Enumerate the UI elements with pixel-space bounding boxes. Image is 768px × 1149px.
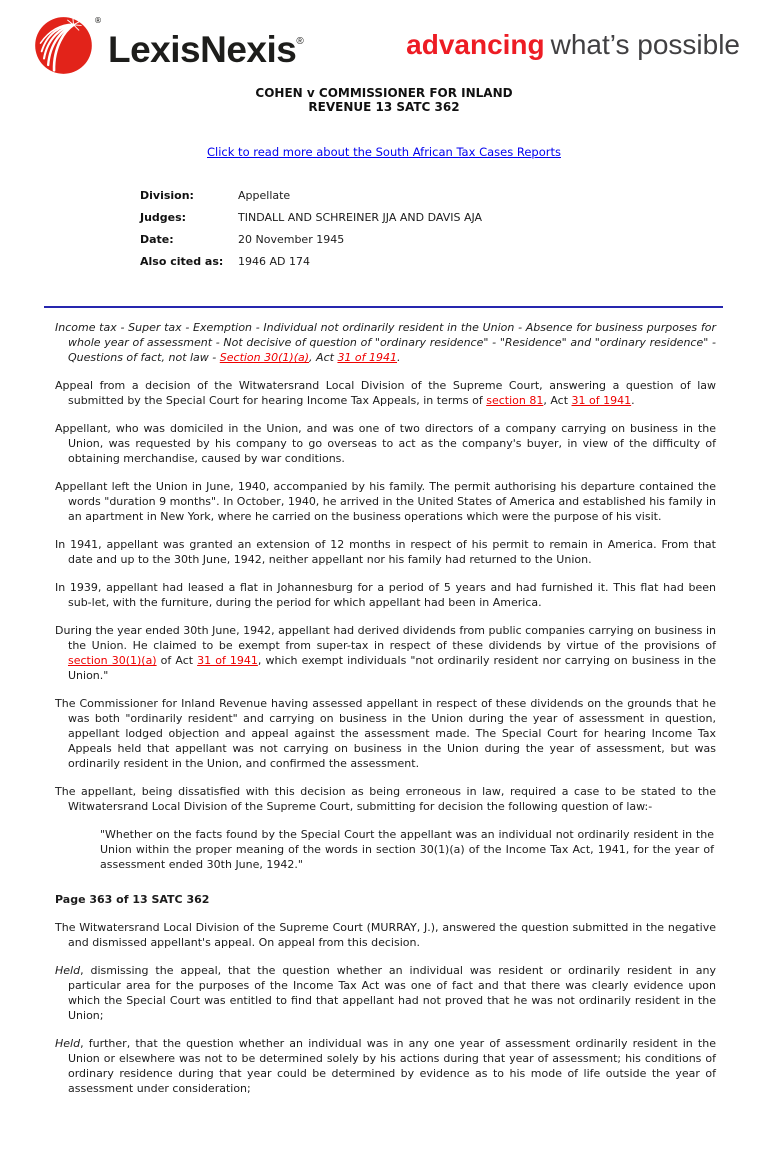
meta-label: Division:	[140, 189, 194, 202]
case-title	[0, 86, 768, 114]
meta-value: 1946 AD 174	[238, 255, 310, 268]
case-title-line2: REVENUE 13 SATC 362	[308, 100, 460, 114]
meta-row-judges	[140, 207, 768, 229]
link-section-30-1-a[interactable]: Section 30(1)(a)	[219, 351, 310, 364]
paragraph-text: During the year ended 30th June, 1942, appellant had derived dividends from public companies carrying on business in the Union. He claimed to be exempt from super-tax in respect of these dividends by virtue of the provisions of	[55, 624, 716, 652]
meta-row-also-cited	[140, 251, 768, 273]
paragraph-commissioner-assessment: The Commissioner for Inland Revenue having assessed appellant in respect of these dividends on the grounds that he was both "ordinarily resident" and carrying on business in the Union during the year of assessment in question, appellant lodged objection and appeal against the assessment made. The Special Court for hearing Income Tax Appeals held that appellant was not carrying on business in the Union during the year of assessment, but was ordinarily resident in the Union, and confirmed the assessment.	[55, 697, 716, 770]
paragraph-text: , Act	[543, 394, 572, 407]
meta-label: Date:	[140, 233, 174, 246]
paragraph-extension: In 1941, appellant was granted an extension of 12 months in respect of his permit to remain in America. From that date and up to the 30th June, 1942, neither appellant nor his family had returned to the Union.	[55, 538, 716, 566]
link-section-30-1-a[interactable]: section 30(1)(a)	[68, 654, 157, 667]
link-section-81[interactable]: section 81	[486, 394, 544, 407]
registered-mark: ®	[296, 36, 304, 47]
paragraph-domicile: Appellant, who was domiciled in the Union, and was one of two directors of a company carrying on business in the Union, was requested by his company to go overseas to act as the company's buyer, in view of the difficulty of obtaining merchandise, caused by war conditions.	[55, 422, 716, 465]
page-number-heading: Page 363 of 13 SATC 362	[55, 893, 210, 906]
held-lead: Held	[55, 1037, 81, 1050]
read-more-link[interactable]: Click to read more about the South African Tax Cases Reports	[207, 145, 561, 159]
meta-row-division	[140, 185, 768, 207]
paragraph-wld-decision: The Witwatersrand Local Division of the Supreme Court (MURRAY, J.), answered the question submitted in the negative and dismissed appellant's appeal. On appeal from this decision.	[55, 921, 716, 949]
brand-tagline	[406, 30, 740, 60]
meta-label: Also cited as:	[140, 255, 224, 268]
headnote-text: Income tax - Super tax - Exemption - Individual not ordinarily resident in the Union - Absence for business purposes for whole year of assessment - Not decisive of question of "ordinary residence" - "Residence" and "ordinary residence" -Questions of fact, not law -	[55, 321, 716, 364]
headnote	[55, 320, 716, 365]
paragraph-text: Appeal from a decision of the Witwatersrand Local Division of the Supreme Court, answering a question of law submitted by the Special Court for hearing Income Tax Appeals, in terms of	[55, 379, 716, 407]
lexisnexis-orb-icon	[34, 16, 93, 75]
headnote-text: , Act	[309, 351, 338, 364]
headnote-text: .	[397, 351, 401, 364]
paragraph-case-stated: The appellant, being dissatisfied with this decision as being erroneous in law, required a case to be stated to the Witwatersrand Local Division of the Supreme Court, submitting for decision the following question of law:-	[55, 785, 716, 813]
paragraph-held-2	[55, 1036, 716, 1096]
meta-row-date	[140, 229, 768, 251]
meta-label: Judges:	[140, 211, 187, 224]
registered-mark: ®	[94, 16, 102, 25]
case-metadata	[140, 185, 768, 273]
lexisnexis-wordmark	[108, 12, 303, 79]
meta-value: Appellate	[238, 189, 291, 202]
document-body	[0, 308, 768, 1149]
paragraph-text: , which exempt individuals "not ordinarily resident nor carrying on business in the Union."	[68, 654, 716, 682]
paragraph-text: .	[631, 394, 635, 407]
tagline-advancing: advancing	[406, 29, 545, 60]
paragraph-appeal	[55, 378, 716, 408]
question-of-law-quote: "Whether on the facts found by the Special Court the appellant was an individual not ordinarily resident in the Union within the proper meaning of the words in section 30(1)(a) of the Income Tax Act, 1941, for the year of assessment ended 30th June, 1942."	[100, 828, 714, 871]
meta-value: 20 November 1945	[238, 233, 345, 246]
paragraph-text: of Act	[156, 654, 198, 667]
lexisnexis-logo	[34, 12, 303, 79]
page-header	[0, 0, 768, 79]
tagline-whats-possible: what’s possible	[550, 29, 740, 60]
meta-value: TINDALL AND SCHREINER JJA AND DAVIS AJA	[238, 211, 483, 224]
paragraph-flat-lease: In 1939, appellant had leased a flat in Johannesburg for a period of 5 years and had furnished it. This flat had been sub-let, with the furniture, during the period for which appellant had been in America.	[55, 581, 716, 609]
lexisnexis-wordmark-text: LexisNexis	[108, 29, 297, 70]
paragraph-text: , further, that the question whether an individual was in any one year of assessment ordinarily resident in the Union or elsewhere was not to be determined solely by his actions during that year of assessment; his conditions of ordinary residence during that year could be determined by evidence as to his mode of life outside the year of assessment under consideration;	[68, 1037, 716, 1095]
read-more-row	[0, 141, 768, 160]
link-act-31-of-1941[interactable]: 31 of 1941	[197, 654, 258, 667]
link-act-31-of-1941[interactable]: 31 of 1941	[571, 394, 632, 407]
paragraph-dividends	[55, 623, 716, 683]
held-lead: Held	[55, 964, 81, 977]
paragraph-text: , dismissing the appeal, that the question whether an individual was resident or ordinarily resident in any particular area for the purposes of the Income Tax Act was one of fact and that there was clearly evidence upon which the Special Court was entitled to find that appellant had not proved that he was not ordinarily resident in the Union;	[68, 964, 716, 1022]
paragraph-held-1	[55, 963, 716, 1023]
case-title-line1: COHEN v COMMISSIONER FOR INLAND	[255, 86, 513, 100]
paragraph-departure: Appellant left the Union in June, 1940, accompanied by his family. The permit authorising his departure contained the words "duration 9 months". In October, 1940, he arrived in the United States of America and established his family in an apartment in New York, where he carried on the business operations which were the purpose of his visit.	[55, 480, 716, 523]
link-act-31-of-1941[interactable]: 31 of 1941	[337, 351, 398, 364]
